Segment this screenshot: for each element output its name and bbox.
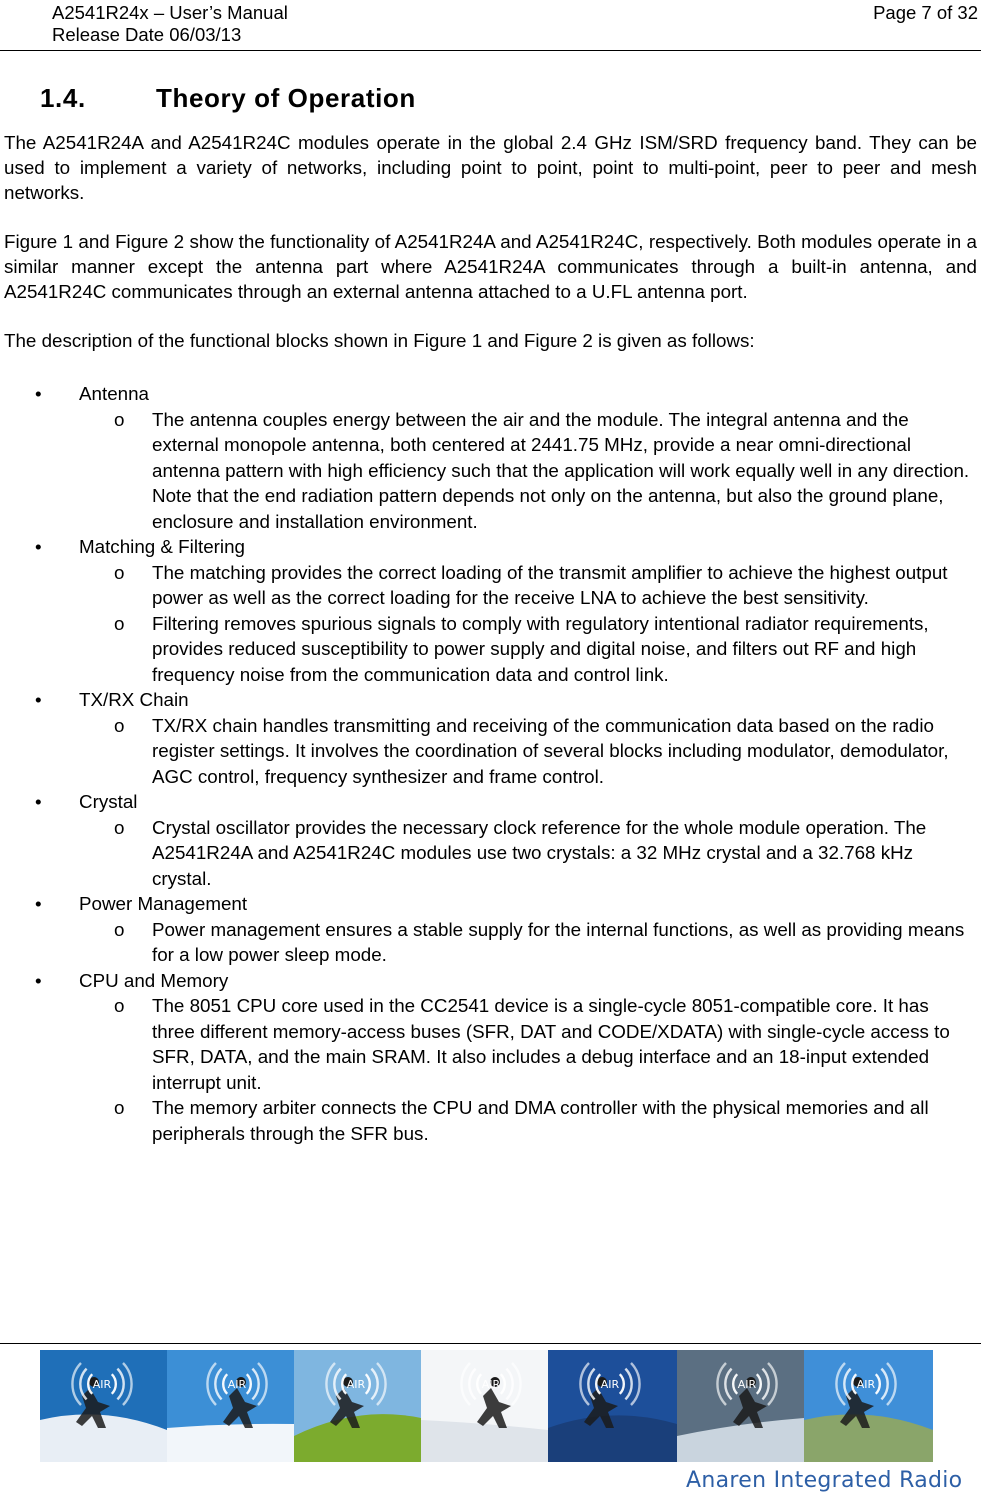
circle-bullet-icon: o	[114, 714, 125, 736]
page-number: Page 7 of 32	[873, 2, 978, 23]
intro-paragraph: The A2541R24A and A2541R24C modules operate in the global 2.4 GHz ISM/SRD frequency band. They can be used to implement a variety of networks, including point to point, point to multi-point, peer to peer and mesh networks.	[4, 132, 977, 203]
description-paragraph: The description of the functional blocks shown in Figure 1 and Figure 2 is given as follows:	[4, 330, 755, 351]
sub-list	[79, 993, 981, 1146]
sub-item-text: Power management ensures a stable supply for the internal functions, as well as providing means for a low power sleep mode.	[152, 918, 965, 965]
sub-list-item	[77, 1095, 981, 1146]
tile-scene-windsurfer	[548, 1350, 677, 1462]
sub-list-item	[77, 993, 981, 1095]
sub-list	[79, 917, 981, 968]
tile-scene-snowboarder	[40, 1350, 167, 1462]
banner-tile-kayaker	[677, 1350, 804, 1462]
sub-list	[79, 560, 981, 688]
air-logo-text: AIR	[92, 1378, 112, 1391]
list-item-antenna	[0, 381, 981, 534]
section-heading	[40, 76, 981, 120]
main-content	[0, 76, 981, 1146]
list-item-title: Crystal	[79, 791, 138, 812]
sub-item-text: TX/RX chain handles transmitting and receiving of the communication data based on the radio register settings. It involves the coordination of several blocks including modulator, demodulator, AGC control, frequency synthesizer and frame control.	[152, 714, 949, 787]
sub-list-item	[77, 815, 981, 892]
circle-bullet-icon: o	[114, 561, 125, 583]
list-item-txrx	[0, 687, 981, 789]
section-number: 1.4.	[40, 83, 86, 113]
tile-ground	[167, 1424, 294, 1462]
functional-blocks-list	[0, 381, 981, 1146]
banner-tile-snowy-trees	[421, 1350, 548, 1462]
circle-bullet-icon: o	[114, 1097, 125, 1118]
sub-list	[79, 713, 981, 790]
circle-bullet-icon: o	[114, 918, 125, 940]
sub-list	[79, 407, 981, 535]
list-item-title: Antenna	[79, 383, 149, 404]
air-logo-text: AIR	[227, 1378, 247, 1391]
tile-ground	[548, 1415, 677, 1462]
banner-tile-snowboarder	[40, 1350, 167, 1462]
tile-scene-skier	[167, 1350, 294, 1462]
tile-scene-kayaker	[677, 1350, 804, 1462]
tile-scene-skateboarder	[804, 1350, 933, 1462]
air-logo-text: AIR	[856, 1378, 876, 1391]
footer-divider	[0, 1343, 981, 1344]
sub-item-text: Filtering removes spurious signals to comply with regulatory intentional radiator requirements, provides reduced susceptibility to power supply and digital noise, and filters out RF and high frequency noise from the communication data and control link.	[152, 612, 929, 685]
sub-item-text: Crystal oscillator provides the necessary clock reference for the whole module operation. The A2541R24A and A2541R24C modules use two crystals: a 32 MHz crystal and a 32.768 kHz crystal.	[152, 816, 927, 889]
tile-scene-snowy-trees	[421, 1350, 548, 1462]
bullet-icon: •	[35, 969, 42, 991]
sub-list-item	[77, 611, 981, 688]
circle-bullet-icon: o	[114, 612, 125, 634]
bullet-icon: •	[35, 383, 42, 404]
list-item-title: Matching & Filtering	[79, 536, 245, 557]
sub-list-item	[77, 407, 981, 535]
sub-list-item	[77, 560, 981, 611]
list-item-crystal	[0, 789, 981, 891]
bullet-icon: •	[35, 791, 42, 812]
circle-bullet-icon: o	[114, 816, 125, 838]
sub-list	[79, 815, 981, 892]
bullet-icon: •	[35, 689, 42, 710]
air-logo-text: AIR	[481, 1378, 501, 1391]
banner-tile-skateboarder	[804, 1350, 933, 1462]
air-logo-text: AIR	[346, 1378, 366, 1391]
brand-name: Anaren Integrated Radio	[686, 1468, 963, 1493]
banner-tile-mountain-biker	[294, 1350, 421, 1462]
list-item-cpu	[0, 968, 981, 1147]
banner-tile-skier	[167, 1350, 294, 1462]
sub-list-item	[77, 917, 981, 968]
tile-scene-mountain-biker	[294, 1350, 421, 1462]
sub-item-text: The 8051 CPU core used in the CC2541 device is a single-cycle 8051-compatible core. It has three different memory-access buses (SFR, DAT and CODE/XDATA) with single-cycle access to SFR, DATA, and the main SRAM. It also includes a debug interface and an 18-input extended interrupt unit.	[152, 995, 950, 1093]
bullet-icon: •	[35, 536, 42, 557]
circle-bullet-icon: o	[114, 408, 125, 430]
list-item-power	[0, 891, 981, 968]
circle-bullet-icon: o	[114, 995, 125, 1016]
document-title: A2541R24x – User’s Manual	[52, 2, 288, 23]
page-header	[52, 2, 978, 50]
air-logo-text: AIR	[600, 1378, 620, 1391]
list-item-title: TX/RX Chain	[79, 689, 189, 710]
footer-banner	[40, 1350, 933, 1462]
sub-item-text: The matching provides the correct loading of the transmit amplifier to achieve the highest output power as well as the correct loading for the receive LNA to achieve the best sensitivity.	[152, 561, 948, 608]
banner-tile-windsurfer	[548, 1350, 677, 1462]
sub-item-text: The antenna couples energy between the air and the module. The integral antenna and the external monopole antenna, both centered at 2441.75 MHz, provide a near omni-directional antenna pattern with high efficiency such that the application will work equally well in any direction. Note that the end radiation pattern depends not only on the antenna, but also the ground plane, enclosure and installation environment.	[152, 408, 970, 532]
list-item-matching	[0, 534, 981, 687]
header-divider	[0, 50, 981, 51]
figures-paragraph: Figure 1 and Figure 2 show the functionality of A2541R24A and A2541R24C, respectively. Both modules operate in a similar manner except the antenna part where A2541R24A communicates through a built-in antenna, and A2541R24C communicates through an external antenna attached to a U.FL antenna port.	[4, 231, 977, 302]
release-date: Release Date 06/03/13	[52, 24, 242, 45]
bullet-icon: •	[35, 893, 42, 914]
list-item-title: Power Management	[79, 893, 248, 914]
list-item-title: CPU and Memory	[79, 969, 229, 991]
sub-list-item	[77, 713, 981, 790]
air-logo-text: AIR	[737, 1378, 757, 1391]
section-title: Theory of Operation	[156, 83, 416, 113]
sub-item-text: The memory arbiter connects the CPU and DMA controller with the physical memories and all peripherals through the SFR bus.	[152, 1097, 929, 1144]
